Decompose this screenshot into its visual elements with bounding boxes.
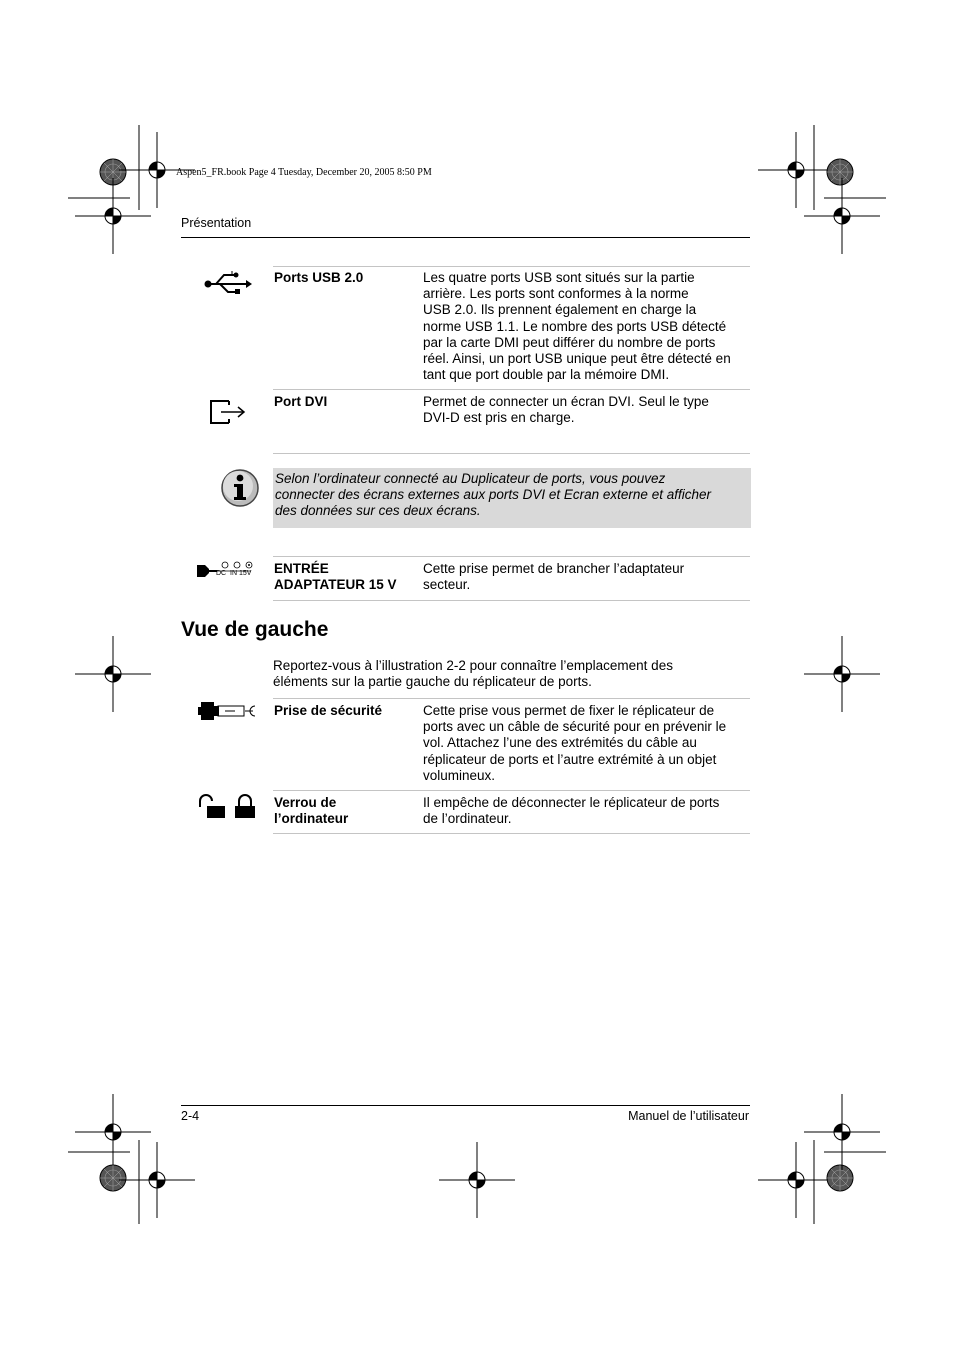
- desc-line: vol. Attachez l’une des extrémités du câble au: [423, 735, 697, 751]
- table-rule: [273, 790, 750, 791]
- desc-line: Permet de connecter un écran DVI. Seul le type: [423, 394, 709, 409]
- label-line: Prise de sécurité: [274, 703, 383, 718]
- desc-line: arrière. Les ports sont conformes à la norme: [423, 286, 689, 302]
- table-rule: [273, 556, 750, 557]
- label-line: ADAPTATEUR 15 V: [274, 577, 397, 592]
- table-rule: [273, 389, 750, 390]
- footer-title: Manuel de l’utilisateur: [628, 1109, 749, 1123]
- row-label-power: [274, 561, 397, 593]
- intro-line: Reportez-vous à l’illustration 2-2 pour connaître l’emplacement des: [273, 658, 673, 673]
- desc-line: norme USB 1.1. Le nombre des ports USB détecté: [423, 318, 727, 334]
- note-line: Selon l’ordinateur connecté au Duplicateur de ports, vous pouvez: [275, 471, 666, 486]
- note-line: des données sur ces deux écrans.: [275, 503, 481, 519]
- padlock-icon: [197, 794, 257, 820]
- row-desc-padlock: [423, 795, 753, 827]
- dvi-port-icon: [209, 397, 249, 427]
- label-line: l’ordinateur: [274, 811, 349, 826]
- intro-line: éléments sur la partie gauche du réplicateur de ports.: [273, 674, 592, 690]
- row-label-padlock: [274, 795, 348, 827]
- dc-in-icon-label: DC IN 15V: [216, 570, 252, 577]
- intro-paragraph: [273, 658, 743, 690]
- print-header: Aspen5_FR.book Page 4 Tuesday, December 20, 2005 8:50 PM: [176, 167, 432, 178]
- desc-line: volumineux.: [423, 767, 496, 783]
- note-text: [273, 468, 751, 520]
- table-rule: [273, 600, 750, 601]
- desc-line: secteur.: [423, 577, 471, 593]
- row-label-security: [274, 703, 382, 719]
- section-title: Vue de gauche: [181, 618, 329, 641]
- usb-icon: [202, 268, 252, 298]
- desc-line: par la carte DMI peut différer du nombre de ports: [423, 334, 716, 350]
- desc-line: réplicateur de ports et l’autre extrémité à un objet: [423, 751, 717, 767]
- desc-line: USB 2.0. Ils prennent également en charge la: [423, 302, 697, 318]
- desc-line: Il empêche de déconnecter le réplicateur de ports: [423, 795, 720, 810]
- running-header: Présentation: [181, 216, 252, 230]
- row-desc-security: [423, 703, 753, 784]
- page-number: 2-4: [181, 1109, 200, 1123]
- table-rule: [273, 453, 750, 454]
- table-rule: [273, 833, 750, 834]
- note-box: [273, 468, 751, 528]
- row-desc-power: [423, 561, 753, 593]
- desc-line: de l’ordinateur.: [423, 811, 512, 827]
- desc-line: réel. Ainsi, un port USB unique peut être détecté en: [423, 351, 731, 367]
- note-line: connecter des écrans externes aux ports DVI et Ecran externe et afficher: [275, 487, 711, 503]
- row-desc-usb: [423, 270, 753, 383]
- desc-line: ports avec un câble de sécurité pour en prévenir le: [423, 719, 727, 735]
- footer-rule: [181, 1105, 750, 1106]
- row-desc-dvi: [423, 394, 753, 426]
- header-rule: [181, 237, 750, 238]
- info-icon: [220, 468, 260, 508]
- label-line: ENTRÉE: [274, 561, 329, 576]
- table-rule: [273, 266, 750, 267]
- desc-line: tant que port double par la mémoire DMI.: [423, 367, 670, 383]
- row-label-usb: Ports USB 2.0: [274, 270, 364, 285]
- desc-line: Les quatre ports USB sont situés sur la partie: [423, 270, 695, 285]
- security-lock-slot-icon: [197, 700, 257, 722]
- row-label-dvi: Port DVI: [274, 394, 328, 409]
- table-rule: [273, 698, 750, 699]
- desc-line: DVI-D est pris en charge.: [423, 410, 575, 426]
- label-line: Verrou de: [274, 795, 337, 810]
- desc-line: Cette prise vous permet de fixer le réplicateur de: [423, 703, 715, 718]
- desc-line: Cette prise permet de brancher l’adaptateur: [423, 561, 685, 576]
